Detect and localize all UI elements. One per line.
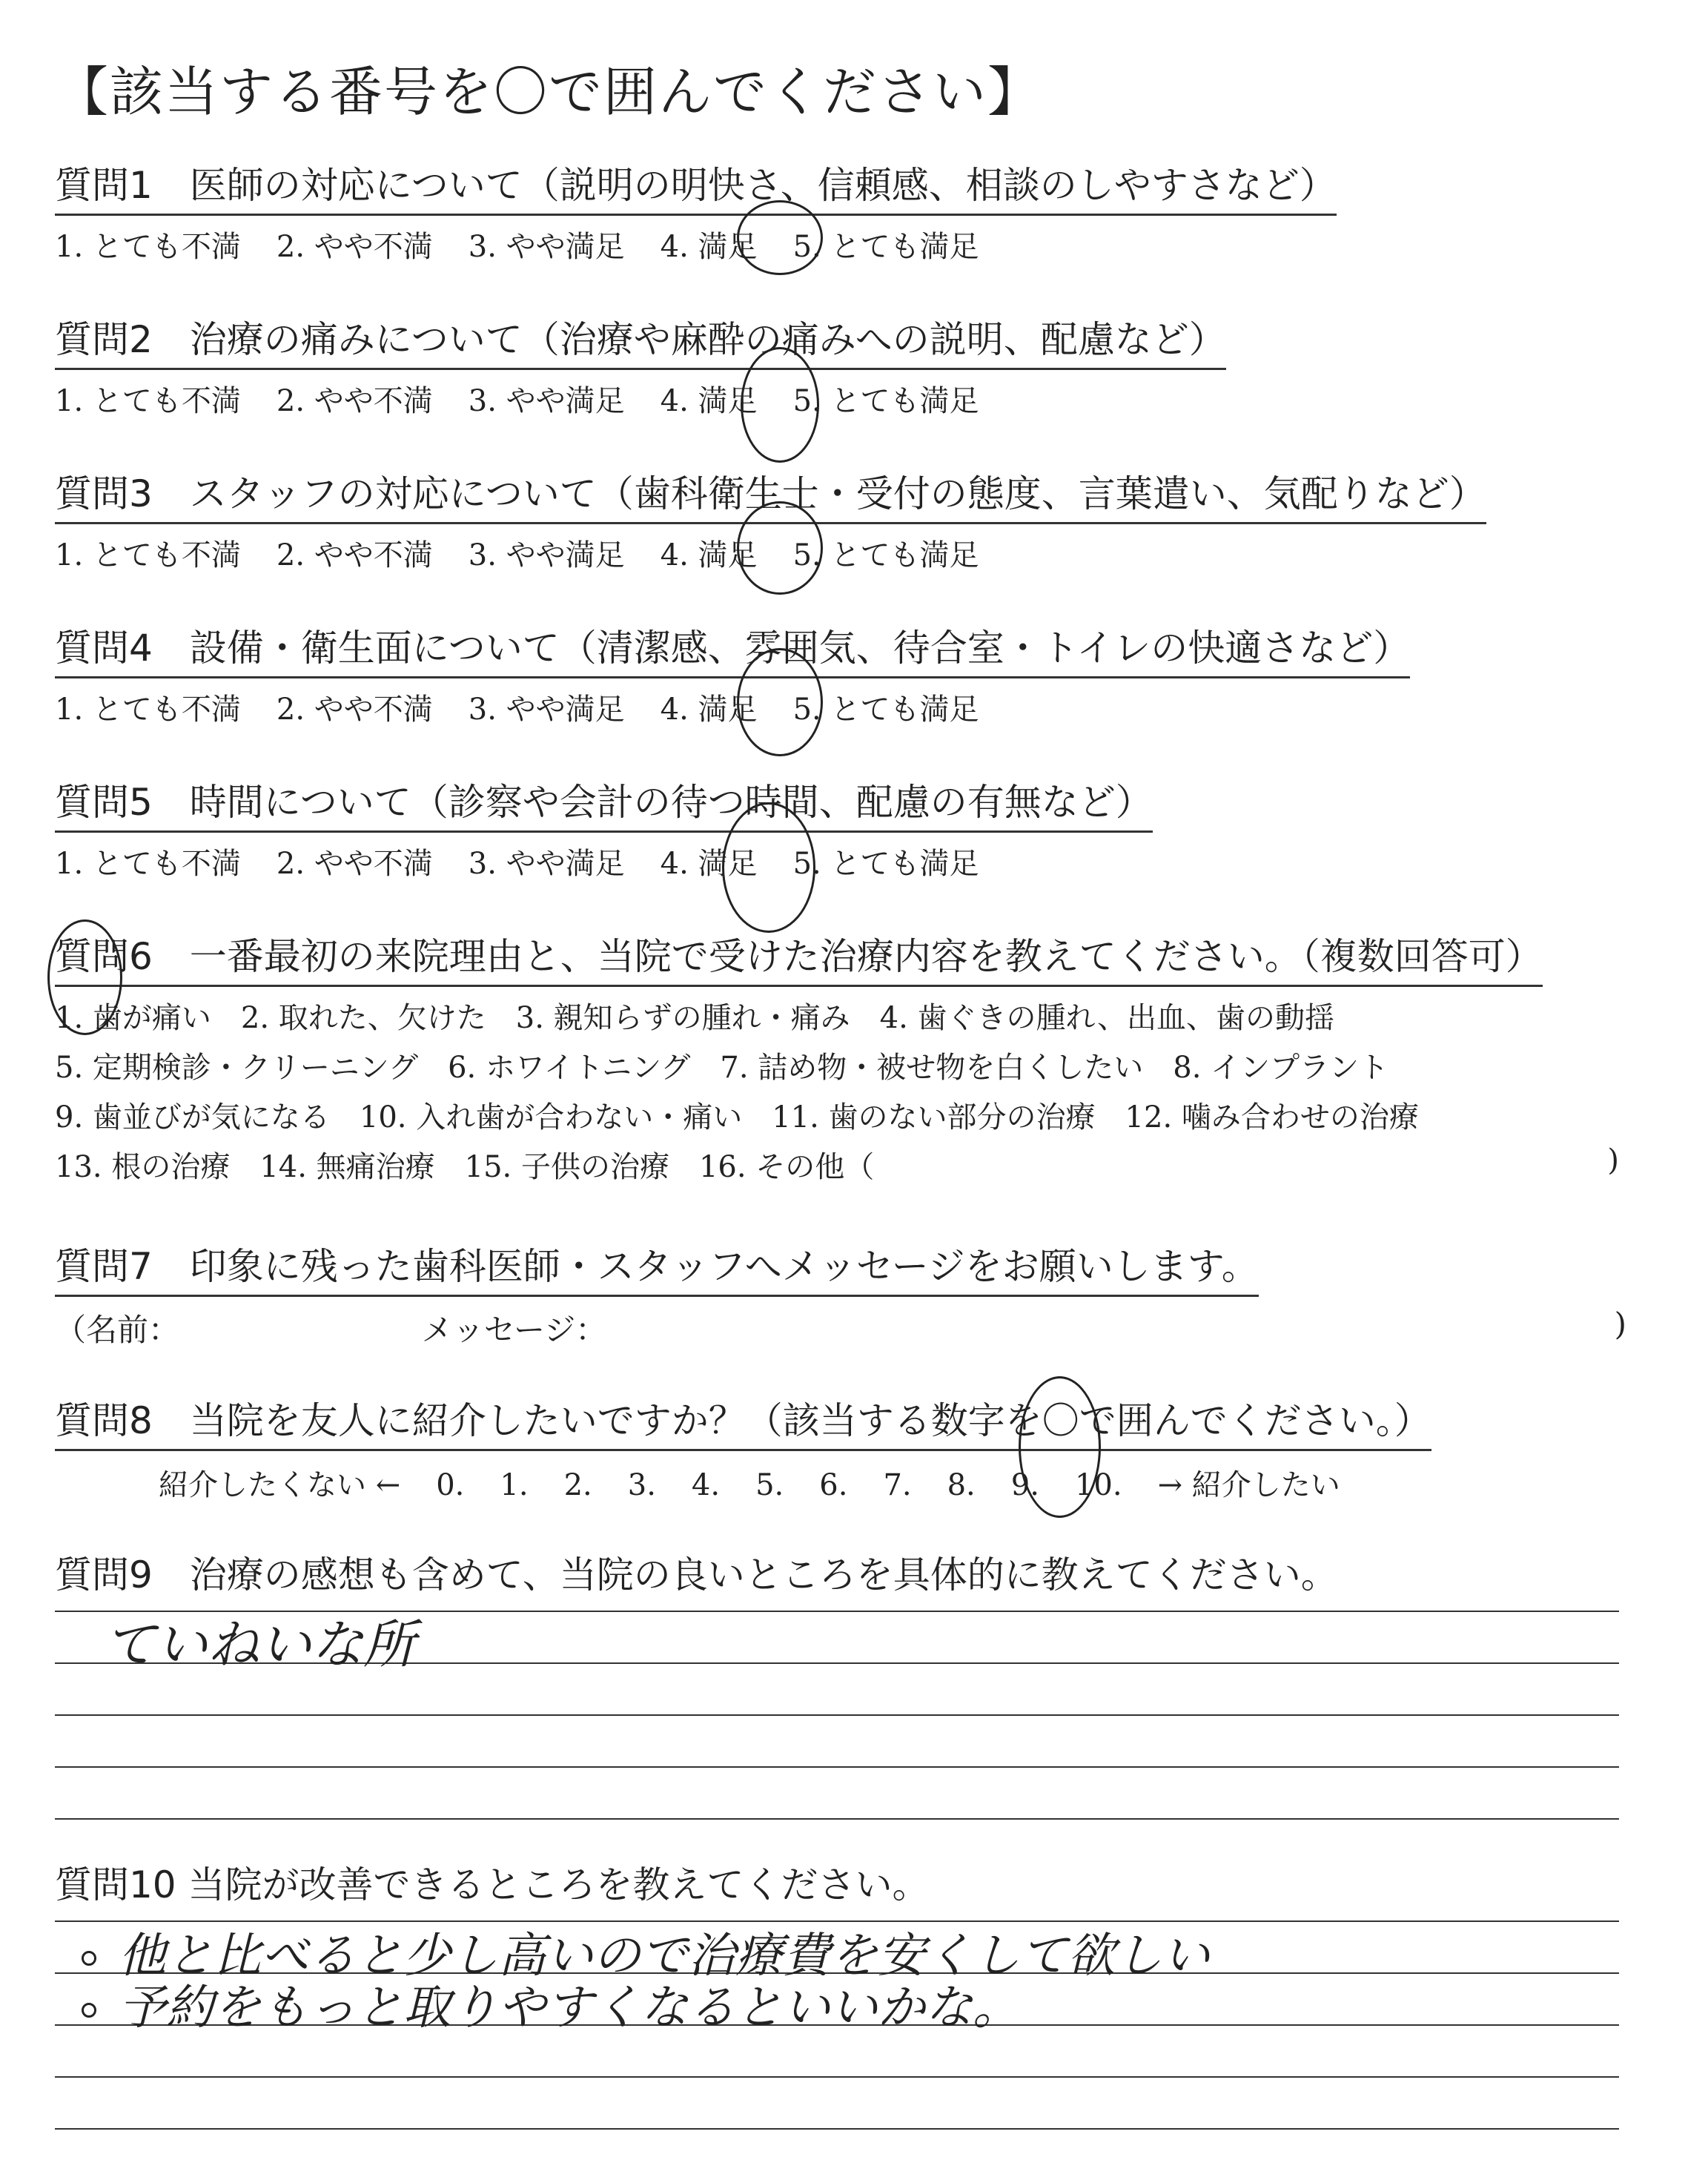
q9-handwritten-answer: ていねいな所 [104,1614,415,1675]
scale-right-label: → 紹介したい [1157,1468,1340,1502]
option-14[interactable]: 14. 無痛治療 [259,1150,435,1184]
scale-7[interactable]: 7. [883,1468,912,1502]
option-7[interactable]: 7. 詰め物・被せ物を白くしたい [720,1051,1144,1085]
scale-2[interactable]: 2. [563,1468,592,1502]
question-6-title: 質問6 一番最初の来院理由と、当院で受けた治療内容を教えてください。（複数回答可） [55,927,1543,987]
question-2-options [55,377,1226,420]
option-1-selected[interactable]: 1. 歯が痛い [55,1001,211,1035]
question-7 [55,1237,1626,1350]
option-1[interactable]: 1. とても不満 [55,538,241,572]
question-6 [55,927,1619,1186]
scale-left-label: 紹介したくない ← [159,1468,401,1502]
question-4 [55,618,1410,728]
message-label: メッセージ： [421,1312,607,1348]
question-7-fields [55,1306,1626,1350]
name-label: （名前： [55,1312,180,1348]
selection-circle [47,919,122,1035]
scale-10[interactable]: 10. [1074,1468,1122,1502]
answer-line [55,1766,1619,1768]
option-8[interactable]: 8. インプラント [1173,1051,1389,1085]
scale-9[interactable]: 9. [1010,1468,1039,1502]
question-9 [55,1545,1338,1603]
question-6-row-1 [55,994,1619,1037]
question-5 [55,773,1153,882]
other-close-paren: ) [1607,1143,1619,1178]
q10-handwritten-answer-2: 予約をもっと取りやすくなるといいかな。 [82,1969,1020,2038]
question-1-title: 質問1 医師の対応について（説明の明快さ、信頼感、相談のしやすさなど） [55,156,1337,216]
option-2[interactable]: 2. やや不満 [276,230,433,264]
question-8-title: 質問8 当院を友人に紹介したいですか？（該当する数字を〇で囲んでください。） [55,1391,1431,1451]
option-16-other[interactable]: 16. その他（ [698,1150,875,1184]
scale-4[interactable]: 4. [691,1468,721,1502]
selection-circle [1019,1376,1101,1518]
option-3[interactable]: 3. やや満足 [468,384,625,418]
scale-3[interactable]: 3. [627,1468,656,1502]
question-6-row-3 [55,1094,1619,1136]
option-3[interactable]: 3. やや満足 [468,693,625,727]
option-5[interactable]: 5. とても満足 [792,693,979,727]
option-13[interactable]: 13. 根の治療 [55,1150,231,1184]
scale-6[interactable]: 6. [819,1468,848,1502]
option-1[interactable]: 1. とても不満 [55,384,241,418]
question-2-title: 質問2 治療の痛みについて（治療や麻酔の痛みへの説明、配慮など） [55,310,1226,370]
question-10 [55,1855,930,1913]
option-11[interactable]: 11. 歯のない部分の治療 [772,1100,1096,1135]
answer-line [55,2076,1619,2078]
question-8 [55,1391,1431,1504]
option-4-selected[interactable]: 4. 満足 [660,847,758,881]
option-3[interactable]: 3. やや満足 [468,538,625,572]
option-12[interactable]: 12. 噛み合わせの治療 [1125,1100,1419,1135]
question-2 [55,310,1226,420]
bullet-icon [82,2003,96,2018]
question-1-options [55,223,1337,265]
option-9[interactable]: 9. 歯並びが気になる [55,1100,330,1135]
option-2[interactable]: 2. やや不満 [276,693,433,727]
option-5[interactable]: 5. とても満足 [792,847,979,881]
scale-0[interactable]: 0. [436,1468,465,1502]
bullet-icon [82,1951,96,1966]
option-4-selected[interactable]: 4. 満足 [660,230,758,264]
question-10-title: 質問10 当院が改善できるところを教えてください。 [55,1863,930,1906]
selection-circle [741,347,819,463]
option-3[interactable]: 3. やや満足 [468,847,625,881]
option-1[interactable]: 1. とても不満 [55,230,241,264]
answer-line [55,1818,1619,1820]
page-title: 【該当する番号を〇で囲んでください】 [55,61,1043,123]
message-close-paren: ) [1614,1306,1626,1342]
scale-5[interactable]: 5. [755,1468,784,1502]
question-6-row-2 [55,1044,1619,1086]
question-9-title: 質問9 治療の感想も含めて、当院の良いところを具体的に教えてください。 [55,1553,1338,1596]
option-2[interactable]: 2. やや不満 [276,538,433,572]
option-5[interactable]: 5. とても満足 [792,230,979,264]
option-5[interactable]: 5. とても満足 [792,384,979,418]
question-4-title: 質問4 設備・衛生面について（清潔感、雰囲気、待合室・トイレの快適さなど） [55,618,1410,678]
question-3-title: 質問3 スタッフの対応について（歯科衛生士・受付の態度、言葉遣い、気配りなど） [55,464,1486,524]
option-10[interactable]: 10. 入れ歯が合わない・痛い [359,1100,743,1135]
option-4[interactable]: 4. 歯ぐきの腫れ、出血、歯の動揺 [879,1001,1334,1035]
answer-line [55,2128,1619,2130]
option-4-selected[interactable]: 4. 満足 [660,693,758,727]
question-5-options [55,840,1153,882]
scale-8-selected[interactable]: 8. [947,1468,976,1502]
q10-handwritten-answer-1: 他と比べると少し高いので治療費を安くして欲しい [82,1918,1210,1986]
question-3 [55,464,1486,574]
option-2[interactable]: 2. やや不満 [276,384,433,418]
answer-line [55,1714,1619,1716]
question-1 [55,156,1337,265]
question-6-row-4 [55,1143,1619,1186]
option-1[interactable]: 1. とても不満 [55,693,241,727]
option-4-selected[interactable]: 4. 満足 [660,384,758,418]
option-2[interactable]: 2. やや不満 [276,847,433,881]
option-5[interactable]: 5. 定期検診・クリーニング [55,1051,419,1085]
recommend-scale [159,1462,1431,1504]
question-7-title: 質問7 印象に残った歯科医師・スタッフへメッセージをお願いします。 [55,1237,1259,1297]
selection-circle [722,802,815,933]
option-2[interactable]: 2. 取れた、欠けた [240,1001,486,1035]
question-5-title: 質問5 時間について（診察や会計の待つ時間、配慮の有無など） [55,773,1153,833]
option-4-selected[interactable]: 4. 満足 [660,538,758,572]
option-5[interactable]: 5. とても満足 [792,538,979,572]
option-3[interactable]: 3. 親知らずの腫れ・痛み [515,1001,850,1035]
selection-circle [737,501,823,595]
option-3[interactable]: 3. やや満足 [468,230,625,264]
question-4-options [55,686,1410,728]
scale-1[interactable]: 1. [500,1468,529,1502]
selection-circle [737,648,823,756]
selection-circle [737,200,823,275]
option-6[interactable]: 6. ホワイトニング [448,1051,691,1085]
option-15[interactable]: 15. 子供の治療 [464,1150,669,1184]
option-1[interactable]: 1. とても不満 [55,847,241,881]
